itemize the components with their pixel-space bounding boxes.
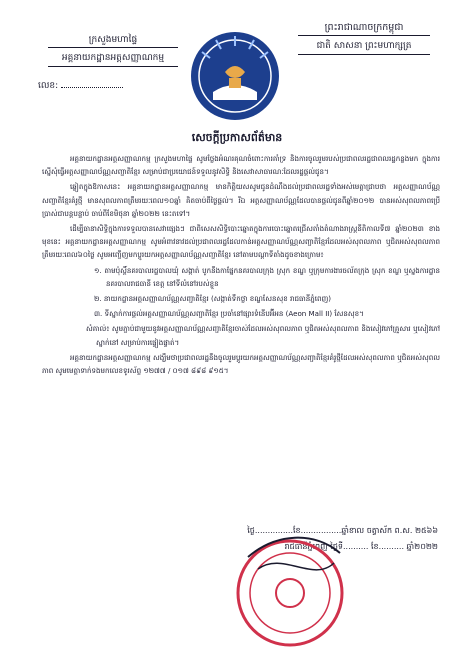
kingdom-underline	[298, 35, 430, 36]
note-text: សំគាល់៖ សូមភ្ជាប់ជាមួយនូវអត្តសញ្ញាណប័ណ្ណសញ្ជាតិខ្មែរចាស់ដែលអស់សុពលភាព ឬជិតអស់សុពលភាព និងសៀវភៅគ្រួសារ ឬសៀវភៅស្នាក់នៅ សម្រាប់ការផ្ទៀងផ្ទាត់។	[86, 324, 440, 347]
signature-flourish	[258, 563, 334, 570]
seal-outer-ring	[238, 541, 342, 645]
official-seal-icon	[228, 523, 352, 663]
ministry-underline	[48, 47, 178, 48]
reference-number	[38, 80, 123, 93]
lunar-date: ថ្ងៃ...............ខែ................ឆ្នាំខាល ចត្វាស័ក ព.ស. ២៥៦៦	[247, 526, 438, 535]
paragraph-1: អគ្គនាយកដ្ឋានអត្តសញ្ញាណកម្ម ក្រសួងមហាផ្ទៃ សូមថ្លែងអំណរគុណចំពោះការគាំទ្រ និងការចូលរួមរបស់ប្រជាពលរដ្ឋជាពលរដ្ឋកន្លងមក ក្នុងការស្នើសុំធ្វើអត្តសញ្ញាណប័ណ្ណសញ្ជាតិខ្មែរ សម្រាប់ជាប្រយោជន៍ទទួលនូវសិទ្ធិ និងសេវាសាធារណៈដែលរដ្ឋផ្តល់ជូន។	[42, 154, 440, 177]
paragraph-3: ដើម្បីធានាសិទ្ធិក្នុងការទទួលបានសេវាផ្សេងៗ ជាពិសេសសិទ្ធិបោះឆ្នោតក្នុងការបោះឆ្នោតជ្រើសតាំងតំណាងរាស្ត្រនីតិកាលទី៧ ឆ្នាំ២០២៣ ខាងមុខនេះ អគ្គនាយកដ្ឋានអត្តសញ្ញាណកម្ម សូមអំពាវនាវដល់ប្រជាពលរដ្ឋដែលកាន់អត្តសញ្ញាណប័ណ្ណសញ្ជាតិខ្មែរដែលអស់សុពលភាព ឬជិតអស់សុពលភាពត្រឹមរយៈពេល៦០ថ្ងៃ សូមអញ្ជើញមកប្តូរយកអត្តសញ្ញាណប័ណ្ណសញ្ជាតិខ្មែរ នៅតាមបណ្តាទីតាំងដូចខាងក្រោម៖	[42, 224, 440, 260]
issuer-header	[38, 34, 188, 67]
motto-underline	[298, 54, 430, 55]
department-name: អគ្គនាយកដ្ឋានអត្តសញ្ញាណកម្ម	[61, 53, 165, 63]
department-logo-icon	[187, 28, 283, 124]
document-body	[42, 152, 440, 379]
location-item-1: ១. តាមប៉ុស្តិ៍នគរបាលរដ្ឋបាលឃុំ សង្កាត់ បូកនឹងកាផ្នែកនគរបាលក្រុង ស្រុក ខណ្ឌ ឬក្រុមការងារចល័តក្រុង ស្រុក ខណ្ឌ ឬស្នងការដ្ឋាននគរបាលរាជធានី ខេត្ត នៅទីលំនៅរបស់ខ្លួន	[94, 265, 440, 288]
location-item-2: ២. នាយកដ្ឋានអត្តសញ្ញាណប័ណ្ណសញ្ជាតិខ្មែរ (សង្កាត់ទឹកថ្លា ខណ្ឌសែនសុខ រាជធានីភ្នំពេញ)	[94, 294, 331, 304]
reference-dots	[61, 87, 123, 88]
seal-center-emblem	[276, 579, 304, 607]
kingdom-header	[290, 22, 438, 55]
logo-animal-body	[229, 78, 241, 88]
department-underline	[48, 66, 178, 67]
kingdom-name: ព្រះរាជាណាចក្រកម្ពុជា	[324, 22, 404, 33]
national-motto: ជាតិ សាសនា ព្រះមហាក្សត្រ	[316, 41, 412, 51]
document-title: សេចក្តីប្រកាសព័ត៌មាន	[191, 131, 283, 144]
closing-paragraph: អគ្គនាយកដ្ឋានអត្តសញ្ញាណកម្ម សង្ឃឹមថាប្រជាពលរដ្ឋនឹងចូលរួមប្តូរយកអត្តសញ្ញាណប័ណ្ណសញ្ជាតិខ្មែរគំរូថ្មីដែលអស់សុពលភាព ឬជិតអស់សុពលភាព សូមមេត្តាទាក់ទងមកលេខទូរស័ព្ទ ១២៧៧ / ០១៧ ៨៩៨ ៩១៥។	[42, 352, 440, 376]
location-item-3: ៣. ទីស្នាក់ការផ្តល់អត្តសញ្ញាណប័ណ្ណសញ្ជាតិខ្មែរ ប្រចាំនៅផ្សារទំនើបអ៊ីអន (Aeon Mall II) សែនសុខ។	[94, 309, 364, 319]
ministry-name: ក្រសួងមហាផ្ទៃ	[88, 35, 138, 45]
solar-date: រាជធានីភ្នំពេញ ថ្ងៃទី.......... ខែ.......... ឆ្នាំ២០២២	[284, 542, 438, 551]
paragraph-2: ឆ្លៀតក្នុងឱកាសនេះ អគ្គនាយកដ្ឋានអត្តសញ្ញាណកម្ម មានកិត្តិយសសូមជូនដំណឹងដល់ប្រជាពលរដ្ឋទាំងអស់មេត្តាជ្រាបថា អត្តសញ្ញាណប័ណ្ណសញ្ជាតិខ្មែរគំរូថ្មី មានសុពលភាពត្រឹមរយៈពេល១០ឆ្នាំ គិតចាប់ពីថ្ងៃផ្តល់។ រីឯ អត្តសញ្ញាណប័ណ្ណដែលបានផ្តល់ជូនពីឆ្នាំ២០១២ បានអស់សុពលភាពប្រើប្រាស់ជាបន្តបន្ទាប់ ចាប់ពីខែមិថុនា ឆ្នាំ២០២២ នេះតទៅ។	[42, 182, 440, 218]
reference-label: លេខ:	[38, 81, 59, 91]
